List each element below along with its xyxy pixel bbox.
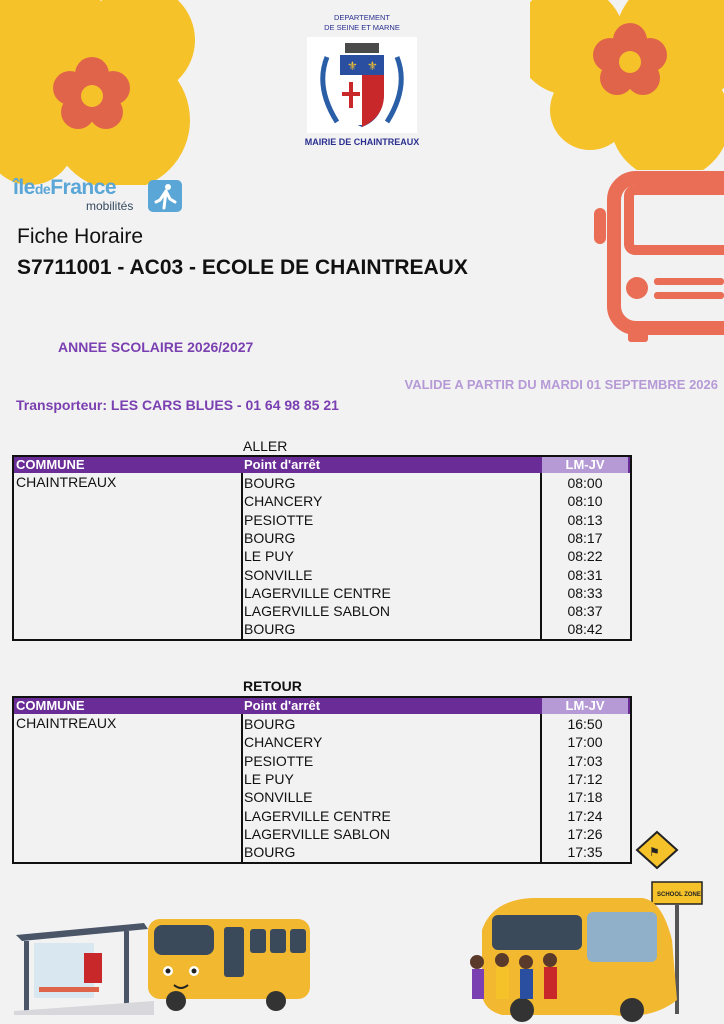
departure-time: 08:33: [567, 584, 603, 601]
column-divider: [241, 473, 243, 639]
svg-text:⚜: ⚜: [347, 59, 358, 73]
stop-name: LAGERVILLE SABLON: [244, 825, 391, 842]
departure-time: 17:26: [567, 825, 603, 842]
commune-cell: CHAINTREAUX: [16, 474, 117, 490]
retour-label: RETOUR: [243, 678, 302, 694]
stop-name: LAGERVILLE SABLON: [244, 603, 391, 620]
svg-text:⚜: ⚜: [367, 59, 378, 73]
header-arret: Point d'arrêt: [244, 698, 321, 713]
bus-icon: [592, 168, 724, 348]
school-zone-sign: SCHOOL ZONE: [657, 892, 701, 898]
stop-name: BOURG: [244, 844, 296, 861]
aller-label: ALLER: [243, 438, 288, 454]
header-days: LM-JV: [542, 698, 628, 714]
aller-table-body: [14, 473, 630, 639]
stop-name: CHANCERY: [244, 734, 323, 751]
yellow-bus-illustration: [146, 913, 314, 1013]
departure-time: 17:12: [567, 770, 603, 787]
yellow-flower-top-right: [530, 0, 724, 170]
stop-name: BOURG: [244, 621, 296, 638]
header-arret: Point d'arrêt: [244, 457, 321, 472]
departure-time: 08:42: [567, 621, 603, 638]
pedestrian-icon: [148, 180, 182, 212]
stop-name: SONVILLE: [244, 566, 313, 583]
validity-date: VALIDE A PARTIR DU MARDI 01 SEPTEMBRE 2026: [404, 377, 718, 392]
departure-time: 17:35: [567, 844, 603, 861]
school-bus-children-illustration: [462, 820, 724, 1024]
stop-name: PESIOTTE: [244, 511, 314, 528]
commune-cell: CHAINTREAUX: [16, 715, 117, 731]
departure-time: 17:03: [567, 752, 603, 769]
stop-name: SONVILLE: [244, 789, 313, 806]
department-label: DEPARTEMENT DE SEINE ET MARNE: [324, 13, 400, 32]
aller-table: [12, 455, 632, 641]
yellow-flower-top-left: [0, 0, 200, 185]
retour-table-header: [14, 698, 630, 714]
stop-name: LAGERVILLE CENTRE: [244, 807, 391, 824]
departure-time: 08:13: [567, 511, 603, 528]
stop-name: LE PUY: [244, 548, 294, 565]
carrier-info: Transporteur: LES CARS BLUES - 01 64 98 85 21: [16, 397, 339, 413]
stop-name: BOURG: [244, 475, 296, 491]
town-crest-icon: [307, 37, 417, 133]
departure-time: 17:18: [567, 789, 603, 806]
mairie-label: MAIRIE DE CHAINTREAUX: [304, 137, 420, 147]
stop-name: BOURG: [244, 529, 296, 546]
departure-time: 08:17: [567, 529, 603, 546]
school-year: ANNEE SCOLAIRE 2026/2027: [58, 339, 254, 355]
header-commune: COMMUNE: [16, 698, 85, 713]
stop-name: CHANCERY: [244, 493, 323, 510]
aller-table-header: [14, 457, 630, 473]
column-divider: [241, 714, 243, 862]
stop-name: LAGERVILLE CENTRE: [244, 584, 391, 601]
departure-time: 17:00: [567, 734, 603, 751]
departure-time: 08:37: [567, 603, 603, 620]
line-title: S7711001 - AC03 - ECOLE DE CHAINTREAUX: [17, 256, 468, 279]
departure-time: 17:24: [567, 807, 603, 824]
svg-text:⚑: ⚑: [649, 845, 660, 859]
idf-mobilites-subtitle: mobilités: [86, 199, 134, 213]
departure-time: 16:50: [567, 716, 603, 732]
departure-time: 08:31: [567, 566, 603, 583]
bus-shelter-illustration: [14, 905, 154, 1015]
departure-time: 08:00: [567, 475, 603, 491]
page-title: Fiche Horaire: [17, 225, 144, 248]
stop-name: PESIOTTE: [244, 752, 314, 769]
idf-mobilites-logo: îledeFrance: [13, 176, 117, 199]
departure-time: 08:22: [567, 548, 603, 565]
departure-time: 08:10: [567, 493, 603, 510]
stop-name: LE PUY: [244, 770, 294, 787]
header-commune: COMMUNE: [16, 457, 85, 472]
header-days: LM-JV: [542, 457, 628, 473]
stop-name: BOURG: [244, 716, 296, 732]
